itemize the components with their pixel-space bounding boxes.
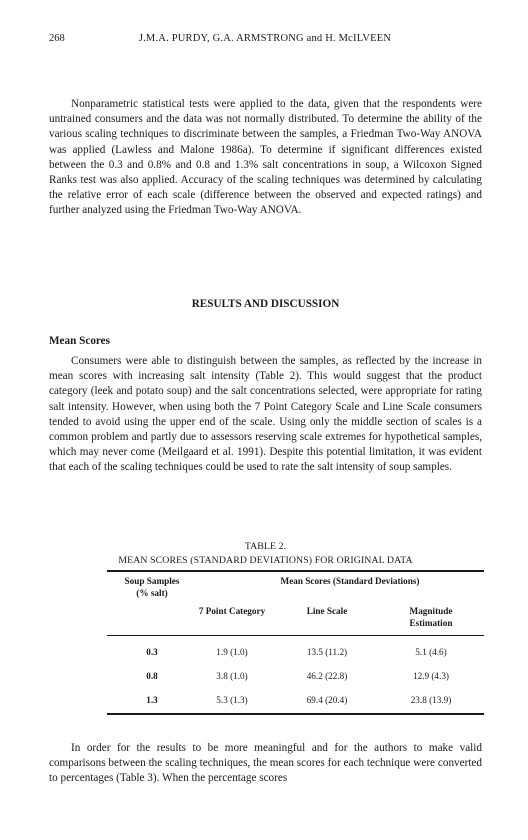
- header-magnitude: Magnitude: [409, 606, 453, 616]
- table-label: TABLE 2.: [244, 541, 287, 552]
- row-7-point: 5.3 (1.3): [216, 695, 248, 705]
- row-line-scale: 46.2 (22.8): [306, 671, 348, 681]
- section-heading: RESULTS AND DISCUSSION: [191, 298, 340, 310]
- header-percent-salt: (% salt): [136, 588, 168, 598]
- row-sample: 0.8: [146, 671, 158, 681]
- header-line-scale: Line Scale: [306, 606, 348, 616]
- header-estimation: Estimation: [409, 618, 453, 628]
- row-magnitude: 5.1 (4.6): [415, 647, 447, 657]
- row-sample: 0.3: [146, 647, 158, 657]
- table-bottom-rule: [107, 713, 484, 715]
- subsection-heading: Mean Scores: [49, 335, 111, 347]
- paragraph-mean-scores: Consumers were able to distinguish between the samples, as reflected by the increase in mean scores with increasing salt intensity (Table 2). This would suggest that the product category (leek and potato soup) and the salt concentrations selected, were appropriate for rating salt intensity. However, when using both the 7 Point Category Scale and Line Scale consumers tended to avoid using the upper end of the scale. Using only the middle section of scales is a common problem and partly due to assessors reserving scale extremes for hypothetical samples, which may never come (Meilgaard et al. 1991). Despite this potential limitation, it was evident that each of the scaling techniques could be used to rate the salt intensity of soup samples.: [49, 355, 482, 474]
- paragraph-methods: Nonparametric statistical tests were applied to the data, given that the respondents were untrained consumers and the data was not normally distributed. To determine the ability of the various scaling techniques to discriminate between the samples, a Friedman Two-Way ANOVA was applied (Lawless and Malone 1986a). To determine if significant differences existed between the 0.3 and 0.8% and 0.8 and 1.3% salt concentrations in soup, a Wilcoxon Signed Ranks test was also applied. Accuracy of the scaling techniques was determined by calculating the relative error of each scale (difference between the observed and expected ratings) and further analyzed using the Friedman Two-Way ANOVA.: [49, 98, 482, 217]
- page-number: 268: [49, 33, 65, 44]
- running-header: [49, 31, 481, 47]
- row-7-point: 3.8 (1.0): [216, 671, 248, 681]
- row-sample: 1.3: [146, 695, 158, 705]
- table-title: MEAN SCORES (STANDARD DEVIATIONS) FOR ORIGINAL DATA: [118, 555, 413, 566]
- row-line-scale: 69.4 (20.4): [306, 695, 348, 705]
- running-authors: J.M.A. PURDY, G.A. ARMSTRONG and H. McILVEEN: [138, 33, 392, 44]
- row-7-point: 1.9 (1.0): [216, 647, 248, 657]
- paragraph-percentages: In order for the results to be more meaningful and for the authors to make valid comparisons between the scaling techniques, the mean scores for each technique were converted to percentages (Table 3). When the percentage scores: [49, 742, 482, 785]
- row-magnitude: 23.8 (13.9): [410, 695, 452, 705]
- row-line-scale: 13.5 (11.2): [306, 647, 348, 657]
- table-top-rule: [107, 570, 484, 572]
- row-magnitude: 12.9 (4.3): [413, 671, 449, 681]
- header-mean-scores-group: Mean Scores (Standard Deviations): [280, 576, 420, 586]
- header-soup-samples: Soup Samples: [124, 576, 180, 586]
- table-header-rule: [107, 635, 484, 636]
- header-7-point: 7 Point Category: [198, 606, 266, 616]
